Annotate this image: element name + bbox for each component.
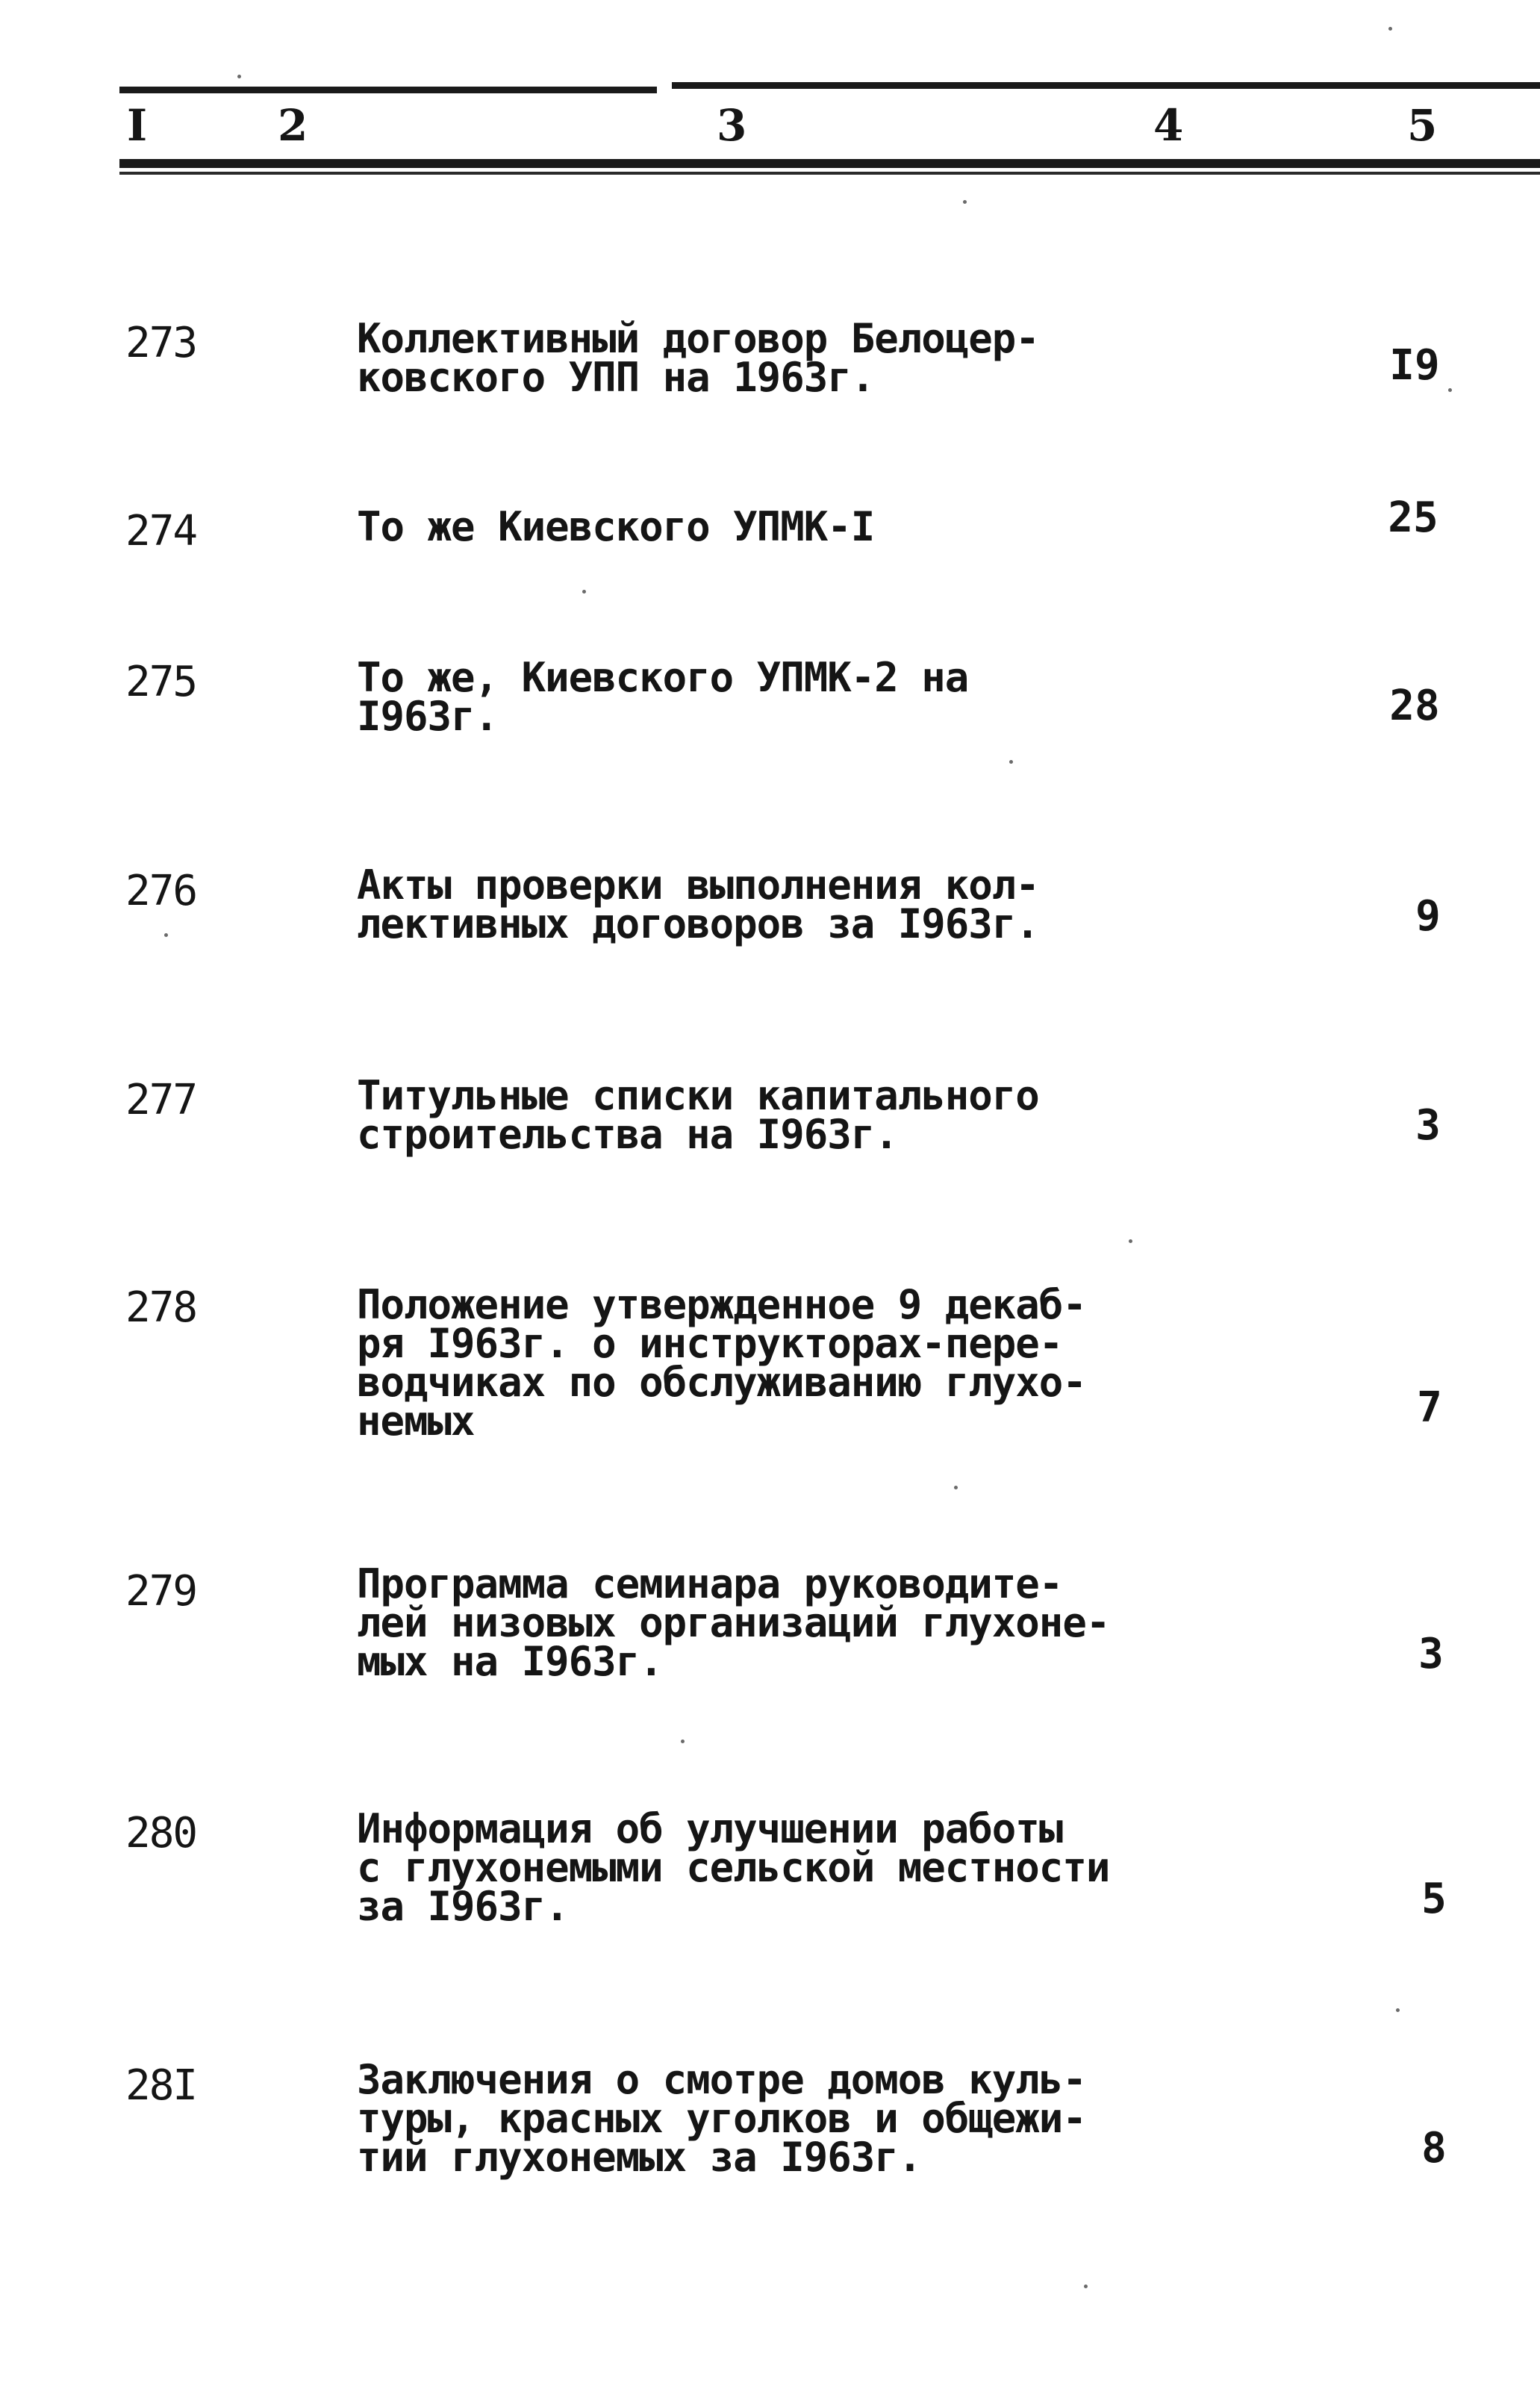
record-number: 279 [125,1567,197,1616]
record-title: Положение утвержденное 9 декаб- ря I963г. о инструкторах-пере- водчиках по обслуживанию глухо- немых [357,1281,1086,1445]
record-title: Заключения о смотре домов куль- туры, красных уголков и общежи- тий глухонемых за I963г. [357,2056,1086,2181]
scan-speck [1388,27,1392,31]
header-top-rule-right [672,82,1540,89]
scan-speck [681,1740,685,1743]
record-number: 28I [125,2061,197,2110]
record-title: Программа семинара руководите- лей низовых организаций глухоне- мых на I963г. [357,1560,1110,1685]
scan-speck [237,75,241,78]
column-header-5: 5 [1407,100,1438,151]
scan-speck [1084,2285,1088,2288]
sheet-count: 3 [1418,1630,1444,1678]
sheet-count: 9 [1415,892,1441,941]
sheet-count: 8 [1421,2124,1447,2173]
scan-speck [582,590,586,594]
record-title: То же Киевского УПМК-I [357,503,875,550]
record-title: Титульные списки капитального строительства на I963г. [357,1072,1039,1158]
column-header-2: 2 [278,100,308,151]
column-header-3: 3 [717,100,747,151]
record-number: 275 [125,658,197,706]
record-number: 278 [125,1283,197,1332]
record-title: Коллективный договор Белоцер- ковского УПП на 1963г. [357,315,1039,401]
record-title: Информация об улучшении работы с глухонемыми сельской местности за I963г. [357,1805,1110,1930]
scan-speck [1448,388,1452,392]
column-header-1: I [127,100,148,151]
sheet-count: 7 [1417,1383,1442,1432]
scan-speck [164,933,168,937]
record-title: То же, Киевского УПМК-2 на I963г. [357,654,969,740]
scan-speck [954,1486,958,1489]
scan-speck [963,200,967,204]
sheet-count: 28 [1389,682,1440,730]
record-number: 273 [125,319,197,367]
record-number: 277 [125,1076,197,1124]
sheet-count: 3 [1415,1101,1441,1150]
header-bottom-rule [119,159,1540,168]
scan-speck [1396,2008,1400,2012]
record-title: Акты проверки выполнения кол- лективных договоров за I963г. [357,862,1039,947]
record-number: 274 [125,507,197,555]
scan-speck [1129,1239,1132,1243]
column-header-4: 4 [1153,100,1184,151]
header-top-rule-left [119,87,657,93]
sheet-count: 25 [1388,493,1438,542]
sheet-count: 5 [1421,1875,1447,1923]
record-number: 280 [125,1809,197,1857]
header-bottom-rule-thin [119,172,1540,175]
scan-speck [1009,760,1013,764]
sheet-count: I9 [1389,341,1440,390]
record-number: 276 [125,867,197,915]
